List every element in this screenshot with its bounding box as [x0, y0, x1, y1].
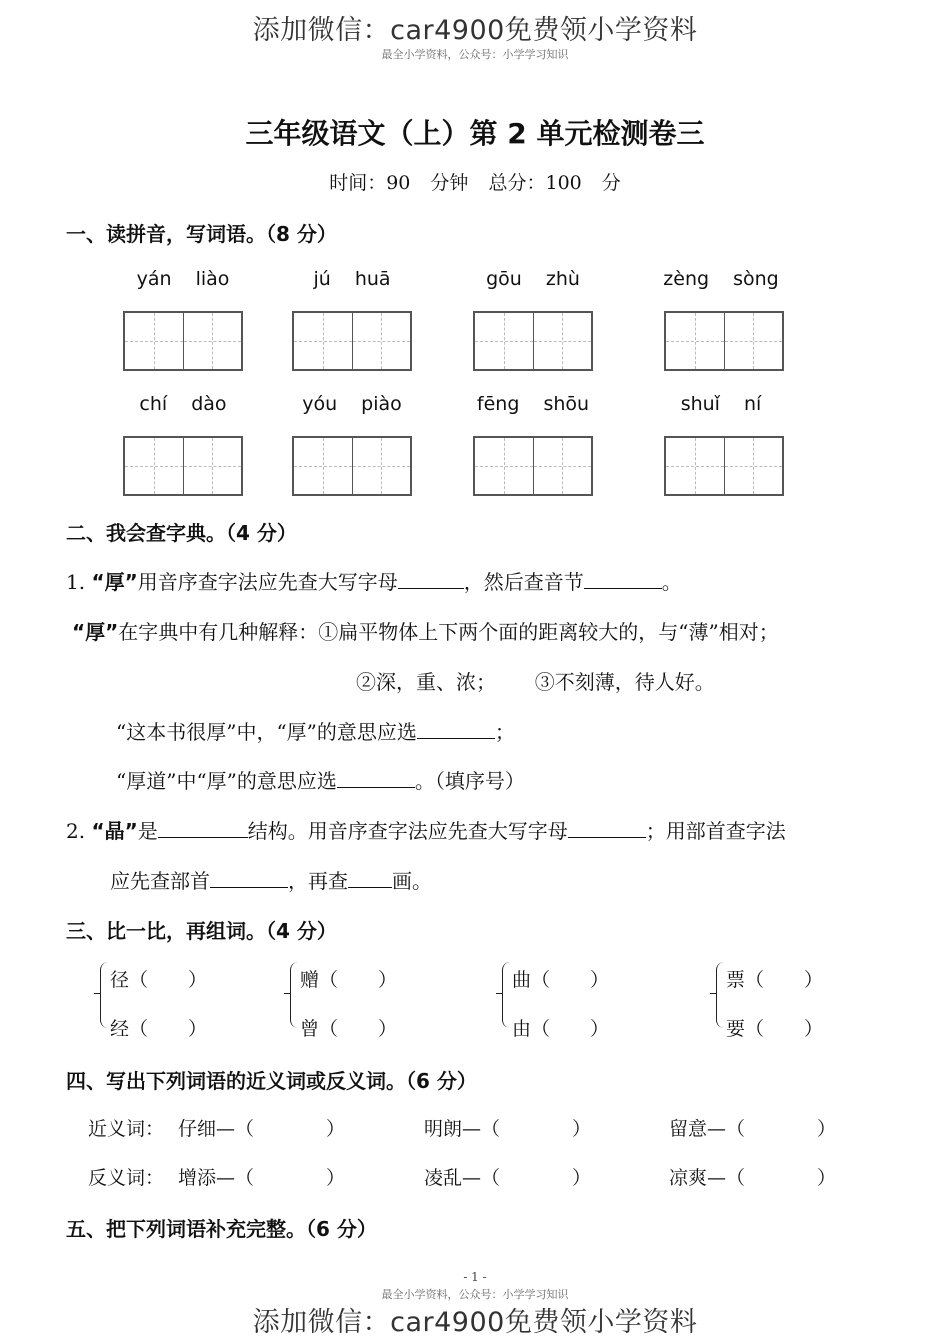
antonym-item[interactable]: 凉爽—（ ）	[669, 1167, 837, 1189]
pinyin-label: yóu piào	[302, 393, 402, 415]
question-number: 2.	[66, 819, 86, 843]
watermark-top: 添加微信：car4900免费领小学资料	[252, 15, 698, 46]
writing-grid[interactable]	[292, 311, 412, 371]
question-2	[66, 815, 786, 844]
pinyin-label: shuǐ ní	[680, 393, 762, 415]
question-1	[66, 566, 682, 595]
compare-top[interactable]: 票（ ）	[726, 969, 824, 991]
question-text: 画。	[392, 869, 432, 893]
question-text: 是	[137, 819, 158, 843]
answer-blank[interactable]	[158, 817, 248, 838]
question-text: ；	[494, 720, 515, 744]
question-text: 应先查部首	[110, 869, 210, 893]
question-2-cont	[110, 865, 432, 894]
section-3-heading: 三、比一比，再组词。（4 分）	[66, 919, 337, 943]
writing-grid[interactable]	[473, 436, 593, 496]
section-5-heading: 五、把下列词语补充完整。（6 分）	[66, 1217, 377, 1241]
pinyin-label: jú huā	[313, 268, 391, 290]
question-text: 。	[661, 570, 682, 594]
definition-text: ③不刻薄，待人好。	[534, 670, 715, 694]
writing-grid[interactable]	[664, 436, 784, 496]
writing-grid[interactable]	[123, 311, 243, 371]
watermark-bottom: 添加微信：car4900免费领小学资料	[252, 1307, 698, 1338]
synonym-item[interactable]: 留意—（ ）	[669, 1118, 837, 1140]
target-character: “厚”	[91, 570, 138, 594]
pinyin-label: zèng sòng	[663, 268, 779, 290]
answer-blank[interactable]	[584, 568, 662, 589]
question-number: 1.	[66, 570, 86, 594]
compare-bottom[interactable]: 由（ ）	[512, 1018, 610, 1040]
target-character: “厚”	[72, 620, 119, 644]
question-text: 。（填序号）	[414, 769, 525, 793]
question-text: ，然后查音节	[463, 570, 584, 594]
synonym-item[interactable]: 明朗—（ ）	[424, 1118, 592, 1140]
compare-top[interactable]: 径（ ）	[110, 969, 208, 991]
definition-text: ②深，重、浓；	[356, 670, 496, 694]
writing-grid[interactable]	[473, 311, 593, 371]
pinyin-label: fēng shōu	[476, 393, 590, 415]
faint-footer-text: 最全小学资料，公众号：小学学习知识	[381, 1288, 569, 1301]
answer-blank[interactable]	[568, 817, 646, 838]
pinyin-label: yán liào	[136, 268, 230, 290]
compare-bottom[interactable]: 经（ ）	[110, 1018, 208, 1040]
writing-grid[interactable]	[123, 436, 243, 496]
question-text: “这本书很厚”中，“厚”的意思应选	[116, 720, 417, 744]
compare-bottom[interactable]: 要（ ）	[726, 1018, 824, 1040]
writing-grid[interactable]	[292, 436, 412, 496]
section-4-heading: 四、写出下列词语的近义词或反义词。（6 分）	[66, 1069, 477, 1093]
answer-blank[interactable]	[210, 867, 288, 888]
synonym-label: 近义词：	[88, 1118, 165, 1140]
writing-grid[interactable]	[664, 311, 784, 371]
question-text: ；用部首查字法	[645, 819, 786, 843]
synonym-item[interactable]: 仔细—（ ）	[178, 1118, 346, 1140]
answer-blank[interactable]	[398, 568, 464, 589]
question-text: ，再查	[288, 869, 348, 893]
question-text: 结构。用音序查字法应先查大写字母	[247, 819, 568, 843]
pinyin-label: gōu zhù	[486, 268, 580, 290]
section-2-heading: 二、我会查字典。（4 分）	[66, 521, 297, 545]
compare-top[interactable]: 赠（ ）	[300, 969, 398, 991]
answer-blank[interactable]	[337, 767, 415, 788]
antonym-item[interactable]: 凌乱—（ ）	[424, 1167, 592, 1189]
section-1-heading: 一、读拼音，写词语。（8 分）	[66, 222, 337, 246]
compare-bottom[interactable]: 曾（ ）	[300, 1018, 398, 1040]
antonym-label: 反义词：	[88, 1167, 165, 1189]
question-text: “厚道”中“厚”的意思应选	[116, 769, 337, 793]
pinyin-label: chí dào	[139, 393, 227, 415]
compare-top[interactable]: 曲（ ）	[512, 969, 610, 991]
page-title: 三年级语文（上）第 2 单元检测卷三	[245, 117, 705, 150]
answer-blank[interactable]	[417, 718, 495, 739]
answer-blank[interactable]	[348, 867, 392, 888]
question-1a	[116, 716, 515, 745]
faint-header-text: 最全小学资料，公众号：小学学习知识	[381, 48, 569, 61]
page-number: - 1 -	[463, 1270, 487, 1284]
definition-line-2	[356, 666, 715, 695]
definition-text: 在字典中有几种解释：①扁平物体上下两个面的距离较大的，与“薄”相对；	[118, 620, 779, 644]
page-subtitle: 时间：90 分钟 总分：100 分	[329, 172, 621, 194]
definition-line-1	[72, 616, 779, 645]
question-text: 用音序查字法应先查大写字母	[137, 570, 398, 594]
target-character: “晶”	[91, 819, 138, 843]
question-1b	[116, 765, 525, 794]
antonym-item[interactable]: 增添—（ ）	[178, 1167, 346, 1189]
